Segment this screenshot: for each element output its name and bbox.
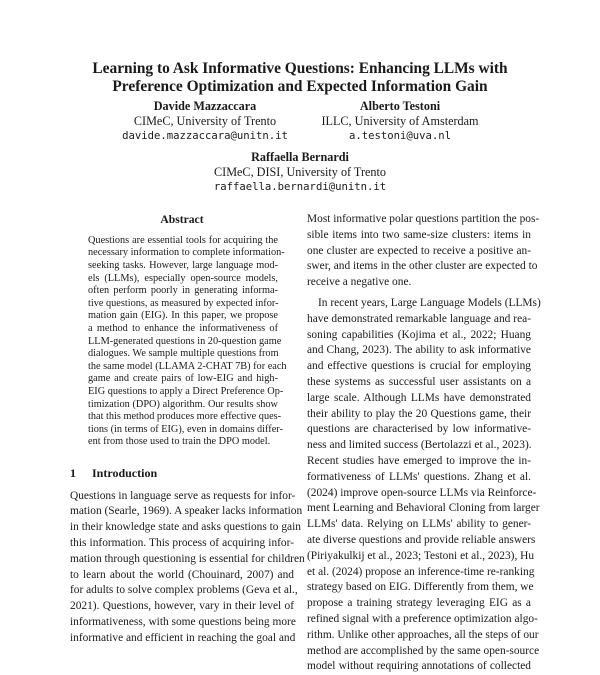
abstract-line: timization (DPO) algorithm. Our results show	[88, 398, 278, 410]
body-line: and Chang, 2023). The ability to ask informative	[307, 344, 531, 357]
author-email[interactable]: a.testoni@uva.nl	[348, 130, 452, 142]
abstract-line: ent from those used to train the DPO model.	[88, 436, 271, 448]
body-line: this information. This process of acquiring infor-	[70, 537, 294, 550]
title-line-1: Learning to Ask Informative Questions: Enhancing LLMs with	[92, 60, 508, 77]
author-block-2	[300, 99, 500, 144]
body-line: large scale. Although LLMs have demonstrated	[307, 391, 531, 404]
author-affiliation: CIMeC, DISI, University of Trento	[214, 165, 386, 179]
body-line: In recent years, Large Language Models (LLMs)	[318, 296, 541, 309]
abstract-heading: Abstract	[160, 213, 204, 226]
body-line: for adults to solve complex problems (Geva et al.,	[70, 584, 298, 597]
left-column	[70, 212, 305, 647]
abstract-line: Questions are essential tools for acquiring the	[88, 234, 278, 246]
author-affiliation: CIMeC, University of Trento	[133, 114, 277, 128]
body-line: their ability to play the 20 Questions game, their	[307, 407, 531, 420]
abstract-line: that this method produces more effective ques-	[88, 411, 282, 423]
abstract-line: LLM-generated questions in 20-question game	[88, 335, 282, 347]
title-line-2: Preference Optimization and Expected Information Gain	[112, 78, 488, 95]
body-line: ness and limited success (Bertolazzi et al., 2023).	[307, 439, 532, 452]
body-line: one cluster are expected to receive a positive an-	[307, 244, 531, 257]
paper-title	[60, 60, 540, 96]
body-line: strategy based on EIG. Differently from them, we	[307, 581, 534, 594]
author-name: Davide Mazzaccara	[153, 99, 257, 113]
abstract-line: els (LLMs), especially open-source models,	[88, 272, 278, 284]
abstract-line: EIG questions to apply a Direct Preference Op-	[88, 385, 284, 397]
abstract-line: the same model (LLAMA 2-CHAT 7B) for each	[88, 360, 287, 372]
body-line: 2021). Questions, however, vary in their level of	[70, 600, 294, 613]
author-affiliation: ILLC, University of Amsterdam	[321, 114, 479, 128]
abstract-line: dialogues. We sample multiple questions from	[88, 348, 279, 360]
abstract-line: a method to enhance the informativeness of	[88, 322, 278, 334]
abstract-line: necessary information to complete information-	[88, 247, 285, 259]
body-line: receive a negative one.	[307, 276, 412, 289]
section-heading-introduction	[70, 466, 294, 482]
abstract-line: tive questions, as measured by expected infor-	[88, 297, 279, 309]
body-line: (Piriyakulkij et al., 2023; Testoni et al., 2023), Hu	[307, 549, 535, 562]
abstract-line: seeking tasks. However, large language mod-	[88, 259, 278, 271]
paragraph-partition	[307, 212, 540, 291]
body-line: et al. (2024) propose an inference-time re-ranking	[307, 565, 535, 578]
body-line: model without requiring annotations of collected	[307, 660, 531, 673]
body-line: refined signal with a preference optimization algo-	[307, 612, 538, 625]
body-line: swer, and items in the other cluster are expected to	[307, 260, 538, 273]
body-line: ment Learning and Behavioral Cloning from larger	[307, 502, 540, 515]
body-line: rithm. Unlike other approaches, all the steps of our	[307, 628, 539, 641]
introduction-body	[70, 489, 305, 647]
body-line: informativeness, with some questions being more	[70, 616, 296, 629]
author-email[interactable]: raffaella.bernardi@unitn.it	[213, 181, 387, 193]
section-number: 1	[70, 465, 76, 480]
author-name: Alberto Testoni	[359, 99, 441, 113]
body-line: propose a training strategy leveraging EIG as a	[307, 597, 531, 610]
abstract-body	[70, 235, 294, 449]
body-line: have demonstrated remarkable language and rea-	[307, 312, 531, 325]
body-line: Most informative polar questions partition the pos-	[307, 213, 540, 225]
body-line: and effective questions is crucial for employing	[307, 360, 531, 373]
right-column	[307, 212, 541, 675]
author-name: Raffaella Bernardi	[251, 150, 349, 164]
body-line: sible items into two same-size clusters: items in	[307, 228, 531, 241]
body-line: Recent studies have emerged to improve the in-	[307, 454, 531, 467]
abstract-line: tions (in terms of EIG), even in domains differ-	[88, 423, 283, 435]
author-block-1	[100, 99, 310, 144]
body-line: questions are characterised by low informative-	[307, 423, 531, 436]
body-line: (2024) improve open-source LLMs via Reinforce-	[307, 486, 537, 499]
body-line: formativeness of LLMs' questions. Zhang et al.	[307, 470, 531, 483]
body-line: soning capabilities (Kojima et al., 2022; Huang	[307, 328, 531, 341]
abstract-line: game and create pairs of low-EIG and high-	[88, 373, 278, 385]
body-line: to learn about the world (Chouinard, 2007) and	[70, 568, 294, 581]
author-email[interactable]: davide.mazzaccara@unitn.it	[122, 130, 288, 142]
body-line: Questions in language serve as requests for infor-	[70, 489, 296, 502]
body-line: informative and efficient in reaching the goal and	[70, 631, 296, 644]
body-line: method are accomplished by the same open-source	[307, 644, 540, 657]
body-line: in their knowledge state and asks questions to gain	[70, 521, 301, 534]
abstract-line: often perform poorly in generating informa-	[88, 285, 278, 297]
body-line: these systems as successful user assistants on a	[307, 375, 531, 388]
abstract-line: mation gain (EIG). In this paper, we propose	[88, 310, 278, 322]
body-line: mation (Searle, 1969). A speaker lacks information	[70, 505, 303, 518]
body-line: mation through questioning is essential for children	[70, 552, 305, 565]
section-title: Introduction	[92, 465, 158, 480]
paragraph-llms	[307, 296, 541, 675]
body-line: ate diverse questions and provide reliable answers	[307, 533, 536, 546]
author-block-3	[190, 150, 410, 195]
body-line: LLMs' data. Relying on LLMs' ability to gener-	[307, 518, 531, 531]
